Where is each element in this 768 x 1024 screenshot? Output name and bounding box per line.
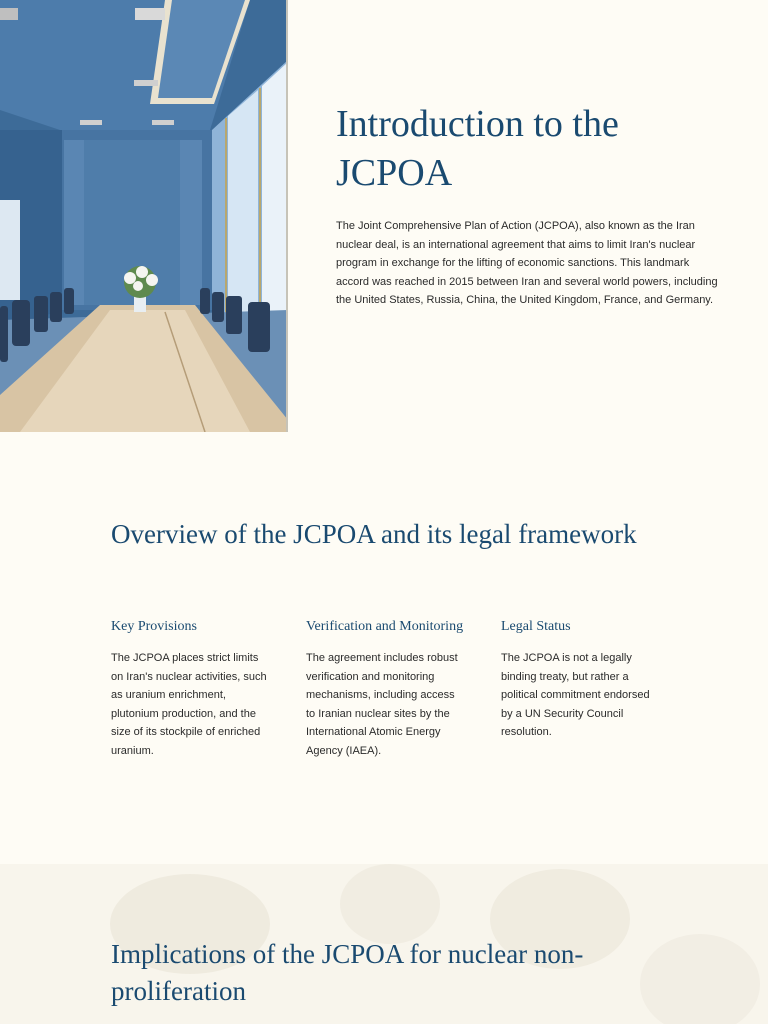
column-text: The JCPOA places strict limits on Iran's nuclear activities, such as uranium enrichment, plutonium production, and the size of its stockpile of enriched uranium. (111, 652, 267, 757)
column-heading: Legal Status (501, 619, 571, 634)
hero-intro-text: The Joint Comprehensive Plan of Action (JCPOA), also known as the Iran nuclear deal, is an international agreement that aims to limit Iran's nuclear program in exchange for the lifting of economic sanctions. This landmark accord was reached in 2015 between Iran and several world powers, including the United States, Russia, China, the United Kingdom, France, and Germany. (336, 220, 718, 307)
column-heading: Key Provisions (111, 619, 197, 634)
column-heading: Verification and Monitoring (306, 619, 464, 634)
implications-title: Implications of the JCPOA for nuclear non-proliferation (111, 939, 584, 1006)
column-key-provisions (111, 618, 271, 761)
column-legal-status (501, 618, 661, 742)
overview-section (111, 516, 671, 757)
column-text: The JCPOA is not a legally binding treaty, but rather a political commitment endorsed by a UN Security Council resolution. (501, 652, 650, 739)
column-text: The agreement includes robust verification and monitoring mechanisms, including access to Iranian nuclear sites by the International Atomic Energy Agency (IAEA). (306, 652, 458, 757)
overview-title: Overview of the JCPOA and its legal framework (111, 519, 637, 549)
hero-section (0, 0, 768, 432)
column-verification-monitoring (306, 618, 466, 761)
hero-title: Introduction to the JCPOA (336, 103, 619, 194)
conference-room-image (0, 0, 288, 432)
implications-section (0, 864, 768, 1024)
